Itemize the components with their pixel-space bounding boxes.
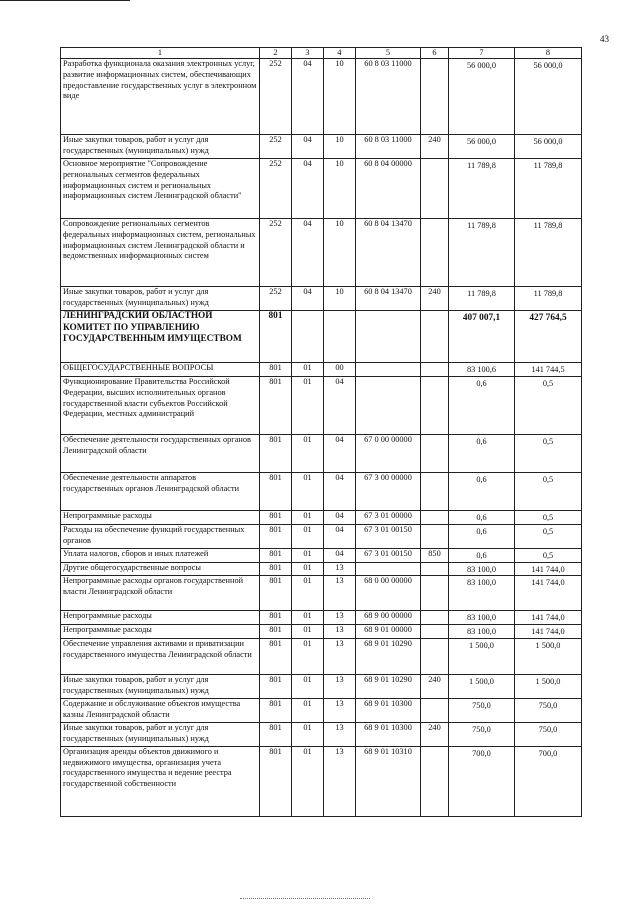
row-c5-cell: 67 3 01 00000 <box>356 511 421 525</box>
table-row <box>61 159 582 219</box>
row-c3-cell: 04 <box>292 59 324 135</box>
row-c8-cell: 0,5 <box>515 377 582 435</box>
row-c4-cell <box>324 311 356 363</box>
row-c3-cell: 01 <box>292 638 324 674</box>
row-c3-cell: 01 <box>292 746 324 816</box>
table-row <box>61 562 582 576</box>
row-c6-cell: 240 <box>421 674 449 698</box>
table-row <box>61 363 582 377</box>
table-row <box>61 674 582 698</box>
row-name-cell: Разработка функционала оказания электронных услуг, развитие информационных систем, обеспечивающих предоставление государственных услуг в электронном виде <box>61 59 260 135</box>
row-c3-cell: 01 <box>292 377 324 435</box>
row-c4-cell: 13 <box>324 698 356 722</box>
row-name-cell: Функционирование Правительства Российской Федерации, высших исполнительных органов государственной власти субъектов Российской Федерации, местных администраций <box>61 377 260 435</box>
table-row <box>61 135 582 159</box>
row-c4-cell: 10 <box>324 159 356 219</box>
table-row <box>61 625 582 639</box>
row-c5-cell: 68 9 01 10290 <box>356 674 421 698</box>
row-c2-cell: 801 <box>260 473 292 511</box>
row-name-cell: Сопровождение региональных сегментов федеральных информационных систем, региональных информационных систем Ленинградской области и ведомственных информационных систем <box>61 219 260 287</box>
row-c3-cell: 01 <box>292 473 324 511</box>
row-c3-cell: 01 <box>292 674 324 698</box>
row-c5-cell: 60 8 03 11000 <box>356 135 421 159</box>
row-c8-cell: 11 789,8 <box>515 159 582 219</box>
row-c4-cell: 13 <box>324 638 356 674</box>
row-c4-cell: 04 <box>324 524 356 548</box>
table-row <box>61 611 582 625</box>
row-c6-cell: 240 <box>421 722 449 746</box>
row-c7-cell: 83 100,0 <box>449 562 515 576</box>
row-c2-cell: 801 <box>260 435 292 473</box>
row-c5-cell: 68 9 01 10310 <box>356 746 421 816</box>
row-c6-cell <box>421 159 449 219</box>
row-c2-cell: 801 <box>260 377 292 435</box>
row-c5-cell: 68 9 01 10300 <box>356 698 421 722</box>
row-c3-cell: 01 <box>292 576 324 611</box>
row-c4-cell: 10 <box>324 59 356 135</box>
row-c5-cell: 68 9 01 10290 <box>356 638 421 674</box>
row-c3-cell: 01 <box>292 548 324 562</box>
row-c8-cell: 141 744,5 <box>515 363 582 377</box>
row-name-cell: Организация аренды объектов движимого и недвижимого имущества, организация учета государственного имущества и ведение реестра государственной собственности <box>61 746 260 816</box>
row-name-cell: Непрограммные расходы <box>61 611 260 625</box>
row-c8-cell: 1 500,0 <box>515 638 582 674</box>
row-c6-cell <box>421 219 449 287</box>
row-name-cell: Расходы на обеспечение функций государственных органов <box>61 524 260 548</box>
row-c5-cell <box>356 311 421 363</box>
row-c3-cell: 01 <box>292 363 324 377</box>
row-c4-cell: 13 <box>324 746 356 816</box>
row-c8-cell: 1 500,0 <box>515 674 582 698</box>
row-c7-cell: 83 100,0 <box>449 625 515 639</box>
row-c5-cell: 68 9 01 00000 <box>356 625 421 639</box>
header-col-6: 6 <box>421 48 449 59</box>
row-c2-cell: 801 <box>260 698 292 722</box>
row-c4-cell: 13 <box>324 674 356 698</box>
table-header-row <box>61 48 582 59</box>
row-name-cell: ЛЕНИНГРАДСКИЙ ОБЛАСТНОЙ КОМИТЕТ ПО УПРАВЛЕНИЮ ГОСУДАРСТВЕННЫМ ИМУЩЕСТВОМ <box>61 311 260 363</box>
row-c2-cell: 252 <box>260 135 292 159</box>
table-row <box>61 548 582 562</box>
row-c8-cell: 141 744,0 <box>515 625 582 639</box>
row-c5-cell <box>356 562 421 576</box>
row-c7-cell: 750,0 <box>449 722 515 746</box>
row-c3-cell: 04 <box>292 159 324 219</box>
row-c5-cell: 67 0 00 00000 <box>356 435 421 473</box>
row-c6-cell <box>421 377 449 435</box>
row-c6-cell <box>421 698 449 722</box>
row-c2-cell: 801 <box>260 638 292 674</box>
row-c8-cell: 0,5 <box>515 435 582 473</box>
row-c2-cell: 252 <box>260 159 292 219</box>
row-c5-cell: 68 9 01 10300 <box>356 722 421 746</box>
row-c2-cell: 801 <box>260 674 292 698</box>
table-row <box>61 722 582 746</box>
budget-table <box>60 47 582 817</box>
row-c2-cell: 801 <box>260 548 292 562</box>
table-row <box>61 638 582 674</box>
row-c7-cell: 56 000,0 <box>449 59 515 135</box>
row-c8-cell: 56 000,0 <box>515 135 582 159</box>
row-name-cell: Обеспечение деятельности государственных органов Ленинградской области <box>61 435 260 473</box>
table-row <box>61 377 582 435</box>
row-c2-cell: 252 <box>260 219 292 287</box>
row-c6-cell <box>421 363 449 377</box>
row-c4-cell: 00 <box>324 363 356 377</box>
header-col-7: 7 <box>449 48 515 59</box>
row-c3-cell: 01 <box>292 698 324 722</box>
row-c7-cell: 0,6 <box>449 524 515 548</box>
table-row <box>61 524 582 548</box>
row-c6-cell <box>421 311 449 363</box>
row-c7-cell: 83 100,6 <box>449 363 515 377</box>
header-col-8: 8 <box>515 48 582 59</box>
row-c5-cell: 67 3 01 00150 <box>356 548 421 562</box>
row-c5-cell <box>356 363 421 377</box>
row-name-cell: Обеспечение деятельности аппаратов государственных органов Ленинградской области <box>61 473 260 511</box>
row-c4-cell: 04 <box>324 435 356 473</box>
row-c8-cell: 427 764,5 <box>515 311 582 363</box>
row-c3-cell: 01 <box>292 524 324 548</box>
row-c6-cell: 240 <box>421 287 449 311</box>
table-row <box>61 435 582 473</box>
row-c4-cell: 13 <box>324 562 356 576</box>
row-c7-cell: 1 500,0 <box>449 638 515 674</box>
row-name-cell: Содержание и обслуживание объектов имущества казны Ленинградской области <box>61 698 260 722</box>
row-c7-cell: 11 789,8 <box>449 219 515 287</box>
scan-edge-line <box>0 0 130 1</box>
row-c7-cell: 0,6 <box>449 548 515 562</box>
page-number: 43 <box>600 34 609 44</box>
row-c2-cell: 252 <box>260 287 292 311</box>
row-c6-cell <box>421 524 449 548</box>
row-c6-cell <box>421 576 449 611</box>
table-row <box>61 511 582 525</box>
row-c4-cell: 10 <box>324 219 356 287</box>
row-c7-cell: 56 000,0 <box>449 135 515 159</box>
row-name-cell: Иные закупки товаров, работ и услуг для государственных (муниципальных) нужд <box>61 722 260 746</box>
row-name-cell: Обеспечение управления активами и приватизации государственного имущества Ленинградской области <box>61 638 260 674</box>
row-c6-cell <box>421 511 449 525</box>
row-c5-cell: 60 8 03 11000 <box>356 59 421 135</box>
row-c2-cell: 801 <box>260 722 292 746</box>
row-c2-cell: 801 <box>260 311 292 363</box>
row-c6-cell <box>421 473 449 511</box>
row-c5-cell: 60 8 04 13470 <box>356 219 421 287</box>
row-c8-cell: 0,5 <box>515 473 582 511</box>
row-c4-cell: 10 <box>324 287 356 311</box>
row-c5-cell: 68 0 00 00000 <box>356 576 421 611</box>
scan-dotted-line <box>240 898 370 899</box>
row-name-cell: Непрограммные расходы <box>61 625 260 639</box>
row-c2-cell: 801 <box>260 576 292 611</box>
row-c7-cell: 700,0 <box>449 746 515 816</box>
table-row <box>61 219 582 287</box>
row-name-cell: Иные закупки товаров, работ и услуг для государственных (муниципальных) нужд <box>61 674 260 698</box>
table-row <box>61 698 582 722</box>
row-c2-cell: 801 <box>260 524 292 548</box>
row-c8-cell: 56 000,0 <box>515 59 582 135</box>
table-row <box>61 287 582 311</box>
row-c7-cell: 407 007,1 <box>449 311 515 363</box>
row-c3-cell: 01 <box>292 435 324 473</box>
row-c7-cell: 0,6 <box>449 377 515 435</box>
row-c3-cell: 01 <box>292 625 324 639</box>
row-c7-cell: 83 100,0 <box>449 576 515 611</box>
row-c6-cell: 240 <box>421 135 449 159</box>
row-c3-cell: 04 <box>292 219 324 287</box>
row-c8-cell: 0,5 <box>515 511 582 525</box>
row-c2-cell: 801 <box>260 625 292 639</box>
row-c6-cell <box>421 625 449 639</box>
row-c8-cell: 0,5 <box>515 524 582 548</box>
row-name-cell: Иные закупки товаров, работ и услуг для государственных (муниципальных) нужд <box>61 135 260 159</box>
row-c8-cell: 141 744,0 <box>515 562 582 576</box>
row-c2-cell: 801 <box>260 363 292 377</box>
row-c5-cell: 68 9 00 00000 <box>356 611 421 625</box>
row-c5-cell: 67 3 00 00000 <box>356 473 421 511</box>
row-c5-cell: 67 3 01 00150 <box>356 524 421 548</box>
row-c7-cell: 11 789,8 <box>449 159 515 219</box>
row-name-cell: Другие общегосударственные вопросы <box>61 562 260 576</box>
header-col-3: 3 <box>292 48 324 59</box>
row-c4-cell: 13 <box>324 611 356 625</box>
row-c4-cell: 04 <box>324 548 356 562</box>
header-col-4: 4 <box>324 48 356 59</box>
row-c3-cell: 01 <box>292 562 324 576</box>
row-c2-cell: 801 <box>260 562 292 576</box>
row-c2-cell: 801 <box>260 611 292 625</box>
row-c3-cell <box>292 311 324 363</box>
table-row <box>61 59 582 135</box>
row-name-cell: Непрограммные расходы <box>61 511 260 525</box>
row-c6-cell <box>421 638 449 674</box>
row-c2-cell: 801 <box>260 511 292 525</box>
row-c7-cell: 750,0 <box>449 698 515 722</box>
row-name-cell: Иные закупки товаров, работ и услуг для государственных (муниципальных) нужд <box>61 287 260 311</box>
row-c8-cell: 11 789,8 <box>515 287 582 311</box>
row-c8-cell: 700,0 <box>515 746 582 816</box>
header-col-1: 1 <box>61 48 260 59</box>
row-c2-cell: 801 <box>260 746 292 816</box>
row-c4-cell: 04 <box>324 377 356 435</box>
row-c4-cell: 04 <box>324 511 356 525</box>
row-c7-cell: 83 100,0 <box>449 611 515 625</box>
row-c3-cell: 01 <box>292 722 324 746</box>
row-c3-cell: 04 <box>292 287 324 311</box>
table-row <box>61 473 582 511</box>
row-name-cell: ОБЩЕГОСУДАРСТВЕННЫЕ ВОПРОСЫ <box>61 363 260 377</box>
row-c4-cell: 13 <box>324 722 356 746</box>
row-c8-cell: 141 744,0 <box>515 611 582 625</box>
row-c7-cell: 0,6 <box>449 473 515 511</box>
row-c6-cell: 850 <box>421 548 449 562</box>
table-row <box>61 311 582 363</box>
row-c7-cell: 0,6 <box>449 435 515 473</box>
row-c7-cell: 1 500,0 <box>449 674 515 698</box>
row-c4-cell: 13 <box>324 625 356 639</box>
row-c8-cell: 750,0 <box>515 722 582 746</box>
row-c3-cell: 04 <box>292 135 324 159</box>
table-row <box>61 746 582 816</box>
row-c8-cell: 11 789,8 <box>515 219 582 287</box>
row-name-cell: Уплата налогов, сборов и иных платежей <box>61 548 260 562</box>
row-c6-cell <box>421 59 449 135</box>
row-c3-cell: 01 <box>292 611 324 625</box>
row-c6-cell <box>421 611 449 625</box>
row-c5-cell <box>356 377 421 435</box>
row-name-cell: Непрограммные расходы органов государственной власти Ленинградской области <box>61 576 260 611</box>
row-c3-cell: 01 <box>292 511 324 525</box>
header-col-5: 5 <box>356 48 421 59</box>
row-c2-cell: 252 <box>260 59 292 135</box>
row-c8-cell: 0,5 <box>515 548 582 562</box>
row-c7-cell: 0,6 <box>449 511 515 525</box>
table-row <box>61 576 582 611</box>
row-c4-cell: 13 <box>324 576 356 611</box>
row-c8-cell: 141 744,0 <box>515 576 582 611</box>
row-c6-cell <box>421 746 449 816</box>
row-c8-cell: 750,0 <box>515 698 582 722</box>
row-c5-cell: 60 8 04 00000 <box>356 159 421 219</box>
header-col-2: 2 <box>260 48 292 59</box>
row-c5-cell: 60 8 04 13470 <box>356 287 421 311</box>
row-c4-cell: 04 <box>324 473 356 511</box>
row-c6-cell <box>421 562 449 576</box>
row-name-cell: Основное мероприятие "Сопровождение региональных сегментов федеральных информационных систем и региональных информационных систем Ленинградской области" <box>61 159 260 219</box>
row-c4-cell: 10 <box>324 135 356 159</box>
row-c7-cell: 11 789,8 <box>449 287 515 311</box>
row-c6-cell <box>421 435 449 473</box>
